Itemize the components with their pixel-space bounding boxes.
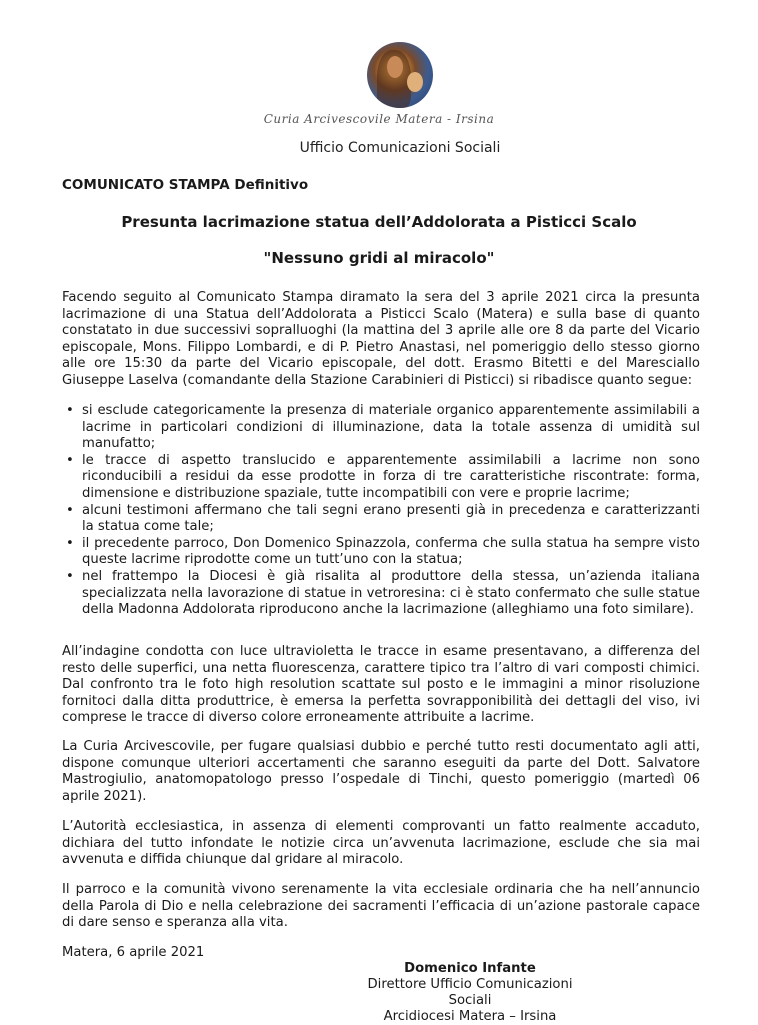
parish-paragraph: Il parroco e la comunità vivono serenamente la vita ecclesiale ordinaria che ha nell’annuncio della Parola di Dio e nella celebrazione dei sacramenti l’efficacia di un’azione pastorale capace di dare senso e speranza alla vita. <box>62 882 700 931</box>
document-subtitle: "Nessuno gridi al miracolo" <box>263 249 495 267</box>
document-title: Presunta lacrimazione statua dell’Addolorata a Pisticci Scalo <box>121 213 637 231</box>
signature-block <box>360 961 580 1025</box>
curia-paragraph: La Curia Arcivescovile, per fugare qualsiasi dubbio e perché tutto resti documentato agli atti, dispone comunque ulteriori accertamenti che saranno eseguiti da parte del Dott. Salvatore Mastrogiulio, anatomopatologo presso l’ospedale di Tinchi, questo pomeriggio (martedì 06 aprile 2021). <box>62 739 700 804</box>
authority-paragraph: L’Autorità ecclesiastica, in assenza di elementi comprovanti un fatto realmente accaduto, dichiara del tutto infondate le notizie circa un’avvenuta lacrimazione, esclude che sia mai avvenuta e diffida chiunque dal gridare al miracolo. <box>62 819 700 868</box>
list-item: • il precedente parroco, Don Domenico Spinazzola, conferma che sulla statua ha sempre visto queste lacrime riprodotte come un tutt’uno con la statua; <box>62 536 700 569</box>
signatory-role: Direttore Ufficio Comunicazioni Sociali <box>367 977 573 1008</box>
document-label: COMUNICATO STAMPA Definitivo <box>62 177 309 193</box>
logo-face <box>387 56 403 78</box>
logo-child <box>407 72 423 92</box>
list-item: • si esclude categoricamente la presenza di materiale organico apparentemente assimilabili a lacrime in particolari condizioni di illuminazione, data la totale assenza di umidità sul manufatto; <box>62 403 700 453</box>
list-item: • nel frattempo la Diocesi è già risalita al produttore della stessa, un’azienda italiana specializzata nella lavorazione di statue in vetroresina: ci è stato confermato che sulle statue della Madonna Addolorata riproducono anche la lacrimazione (alleghiamo una foto similare). <box>62 569 700 619</box>
office-heading: Ufficio Comunicazioni Sociali <box>299 140 501 156</box>
document-date: Matera, 6 aprile 2021 <box>62 945 205 960</box>
signatory-name: Domenico Infante <box>404 961 536 976</box>
curia-heading: Curia Arcivescovile Matera - Irsina <box>263 112 495 126</box>
signatory-org: Arcidiocesi Matera – Irsina <box>383 1009 557 1024</box>
findings-list <box>62 403 700 619</box>
madonna-icon <box>367 42 433 108</box>
list-item: • le tracce di aspetto translucido e apparentemente assimilabili a lacrime non sono riconducibili a residui da esse prodotte in forza di tre caratteristiche riscontrate: forma, dimensione e distribuzione spaziale, tutte incompatibili con vere e proprie lacrime; <box>62 453 700 503</box>
uv-paragraph: All’indagine condotta con luce ultravioletta le tracce in esame presentavano, a differenza del resto delle superfici, una netta fluorescenza, carattere tipico tra l’altro di vari composti chimici. Dal confronto tra le foto high resolution scattate sul posto e le immagini a minor risoluzione fornitoci dalla ditta produttrice, è emersa la perfetta sovrapponibilità dei dettagli del viso, ivi comprese le tracce di diverso colore erroneamente attribuite a lacrime. <box>62 644 700 726</box>
intro-paragraph: Facendo seguito al Comunicato Stampa diramato la sera del 3 aprile 2021 circa la presunta lacrimazione di una Statua dell’Addolorata a Pisticci Scalo (Matera) e sulla base di quanto constatato in due successivi sopralluoghi (la mattina del 3 aprile alle ore 8 da parte del Vicario episcopale, Mons. Filippo Lombardi, e di P. Pietro Anastasi, nel pomeriggio dello stesso giorno alle ore 15:30 da parte del Vicario episcopale, del dott. Erasmo Bitetti e del Maresciallo Giuseppe Laselva (comandante della Stazione Carabinieri di Pisticci) si ribadisce quanto segue: <box>62 290 700 388</box>
list-item: • alcuni testimoni affermano che tali segni erano presenti già in precedenza e caratterizzanti la statua come tale; <box>62 503 700 536</box>
